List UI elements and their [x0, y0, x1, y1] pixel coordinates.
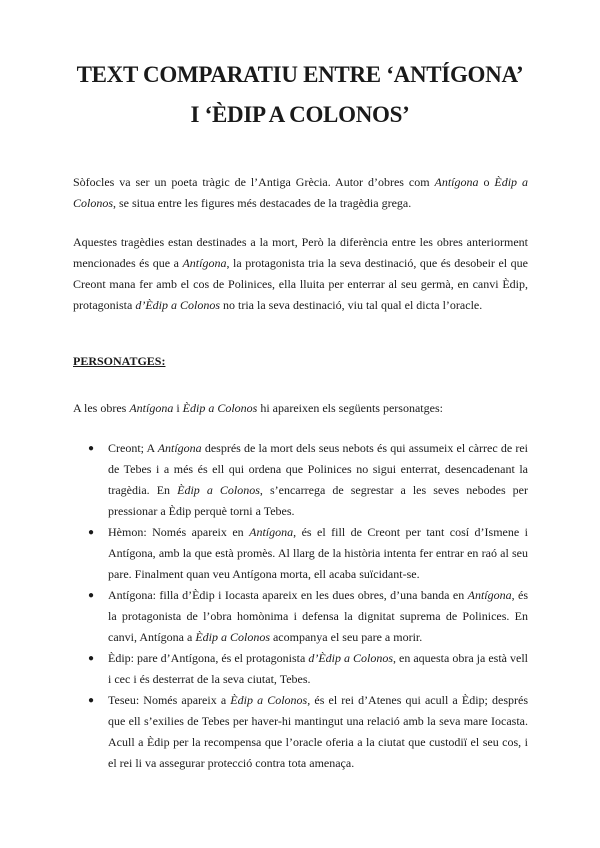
italic-title: d’Èdip a Colonos	[308, 651, 394, 665]
text: , és el rei d’Atenes qui acull a Èdip; després que ell s’exilies de Tebes per haver-hi mantingut una relació amb la seva mare Iocasta. Acull a Èdip per la recompensa que l’oracle oferia a la ciutat que custodiï el seu cos, i el rei li va assegurar protecció contra tota amenaça.	[108, 693, 528, 770]
text: no tria la seva destinació, viu tal qual el dicta l’oracle.	[220, 298, 483, 312]
title-line-1: TEXT COMPARATIU ENTRE ‘ANTÍGONA’	[76, 62, 524, 87]
text: Creont; A	[108, 441, 158, 455]
list-item-antigona	[73, 585, 528, 648]
list-item-creont	[73, 438, 528, 522]
bullet-icon: ●	[88, 695, 95, 706]
text: A les obres	[73, 401, 130, 415]
section-heading: PERSONATGES:	[73, 354, 166, 368]
italic-title: Èdip a Colonos	[73, 175, 528, 210]
characters-list	[73, 438, 528, 774]
text: Antígona: filla d’Èdip i Iocasta apareix en les dues obres, d’una banda en	[108, 588, 468, 602]
text: Sòfocles va ser un poeta tràgic de l’Antiga Grècia. Autor d’obres com	[73, 175, 435, 189]
text: o	[478, 175, 495, 189]
list-item-teseu	[73, 690, 528, 774]
characters-intro	[73, 398, 528, 419]
comparison-paragraph	[73, 232, 528, 316]
italic-title: Èdip a Colonos	[195, 630, 270, 644]
text: Hèmon: Només apareix en	[108, 525, 250, 539]
list-item-hemon	[73, 522, 528, 585]
bullet-icon: ●	[88, 527, 95, 538]
text: , en aquesta obra ja està vell i cec i és desterrat de la seva ciutat, Tebes.	[108, 651, 528, 686]
italic-title: Antígona	[467, 588, 512, 602]
bullet-icon: ●	[88, 590, 95, 601]
italic-title: Antígona	[157, 441, 202, 455]
text: Teseu: Només apareix a	[108, 693, 231, 707]
text: , s’encarrega de segrestar a les seves nebodes per pressionar a Èdip perquè torni a Tebes.	[108, 483, 528, 518]
italic-title: Antígona	[249, 525, 294, 539]
text: acompanya el seu pare a morir.	[269, 630, 423, 644]
bullet-icon: ●	[88, 443, 95, 454]
italic-title: Èdip a Colonos	[177, 483, 260, 497]
italic-title: Èdip a Colonos	[230, 693, 308, 707]
text: , és la protagonista de l’obra homònima i defensa la dignitat suprema de Polinices. En canvi, Antígona a	[108, 588, 528, 644]
text: Èdip: pare d’Antígona, és el protagonista	[108, 651, 309, 665]
text: Aquestes tragèdies estan destinades a la mort, Però la diferència entre les obres anteriorment mencionades és que a	[73, 235, 528, 270]
intro-paragraph	[73, 172, 528, 214]
italic-title: d’Èdip a Colonos	[135, 298, 220, 312]
text: hi apareixen els següents personatges:	[257, 401, 443, 415]
text: després de la mort dels seus nebots és qui assumeix el càrrec de rei de Tebes i a més és ell qui ordena que Polinices no sigui enterrat, desencadenant la tragèdia. En	[108, 441, 528, 497]
italic-title: Èdip a Colonos	[182, 401, 258, 415]
italic-title: Antígona	[434, 175, 479, 189]
text: , és el fill de Creont per tant cosí d’Ismene i Antígona, amb la que està promès. Al llarg de la història intenta fer entrar en raó al seu pare. Finalment quan veu Antígona morta, ell acaba suïcidant-se.	[108, 525, 528, 581]
bullet-icon: ●	[88, 653, 95, 664]
text: i	[173, 401, 183, 415]
list-item-edip	[73, 648, 528, 690]
title-line-2: I ‘ÈDIP A COLONOS’	[190, 102, 410, 127]
text: , se situa entre les figures més destacades de la tragèdia grega.	[113, 196, 412, 210]
italic-title: Antígona	[182, 256, 227, 270]
text: , la protagonista tria la seva destinació, que és desobeir el que Creont mana fer amb el cos de Polinices, ella lluita per enterrar al seu germà, en canvi Èdip, protagonista	[73, 256, 528, 312]
italic-title: Antígona	[129, 401, 174, 415]
